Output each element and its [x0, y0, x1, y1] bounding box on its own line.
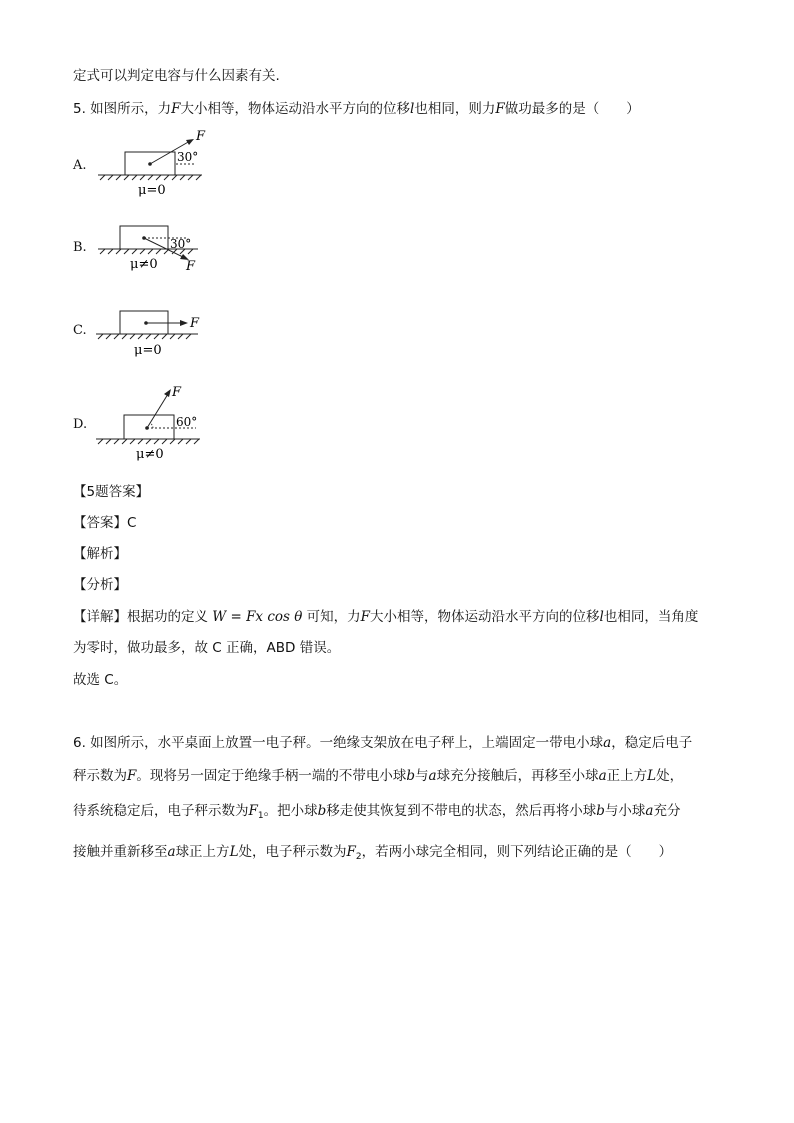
force-label: F	[172, 385, 182, 400]
option-a-figure	[90, 128, 210, 200]
block	[124, 415, 174, 439]
mu-label: μ≠0	[136, 447, 164, 462]
q6-line-3: 待系统稳定后，电子秤示数为$F_1$。把小球b移走使其恢复到不带电的状态，然后再将小球b与小球a充分	[73, 803, 681, 821]
option-b-figure	[90, 218, 210, 290]
option-c-figure	[90, 303, 210, 363]
option-c-label: C.	[73, 323, 87, 338]
option-b-label: B.	[73, 240, 87, 255]
work-formula: W = Fx cos θ	[212, 609, 303, 625]
mu-label: μ≠0	[130, 257, 158, 272]
intro-line: 定式可以判定电容与什么因素有关.	[73, 68, 280, 84]
ground-hatching	[96, 439, 200, 444]
fenxi-label: 【分析】	[73, 577, 127, 593]
answer-line: 【答案】C	[73, 515, 137, 531]
conclusion-line: 故选 C。	[73, 672, 128, 688]
detail-line-1: 【详解】根据功的定义 W = Fx cos θ 可知，力F大小相等，物体运动沿水平方向的位移l也相同，当角度	[73, 609, 699, 625]
angle-label: 30°	[177, 150, 199, 164]
angle-label: 30°	[170, 237, 192, 251]
angle-label: 60°	[176, 415, 198, 429]
arrow-head	[164, 389, 171, 397]
ground-hatching	[96, 334, 198, 339]
force-label: F	[186, 259, 196, 274]
option-d-figure	[90, 380, 210, 464]
force-label: F	[190, 316, 200, 331]
mu-label: μ=0	[134, 343, 162, 358]
q6-line-2: 秤示数为F。现将另一固定于绝缘手柄一端的不带电小球b与a球充分接触后，再移至小球a正上方L处，	[73, 768, 684, 784]
option-d-label: D.	[73, 417, 88, 432]
angle-arc	[150, 423, 153, 428]
option-a-label: A.	[73, 158, 87, 173]
force-label: F	[196, 129, 206, 144]
q5-stem: 5. 如图所示，力F大小相等，物体运动沿水平方向的位移l也相同，则力F做功最多的是（ ）	[73, 101, 640, 117]
q6-line-4: 接触并重新移至a球正上方L处，电子秤示数为$F_2$，若两小球完全相同，则下列结论正确的是（ ）	[73, 844, 673, 862]
detail-line-2: 为零时，做功最多，故 C 正确，ABD 错误。	[73, 640, 341, 656]
force-arrow	[147, 394, 168, 428]
arrow-head	[186, 139, 194, 145]
ground-hatching	[98, 175, 202, 180]
q6-line-1: 6. 如图所示，水平桌面上放置一电子秤。一绝缘支架放在电子秤上，上端固定一带电小球a，稳定后电子	[73, 735, 693, 751]
arrow-head	[180, 320, 188, 326]
mu-label: μ=0	[138, 183, 166, 198]
answer-header: 【5题答案】	[73, 484, 150, 500]
jiexi-label: 【解析】	[73, 546, 127, 562]
